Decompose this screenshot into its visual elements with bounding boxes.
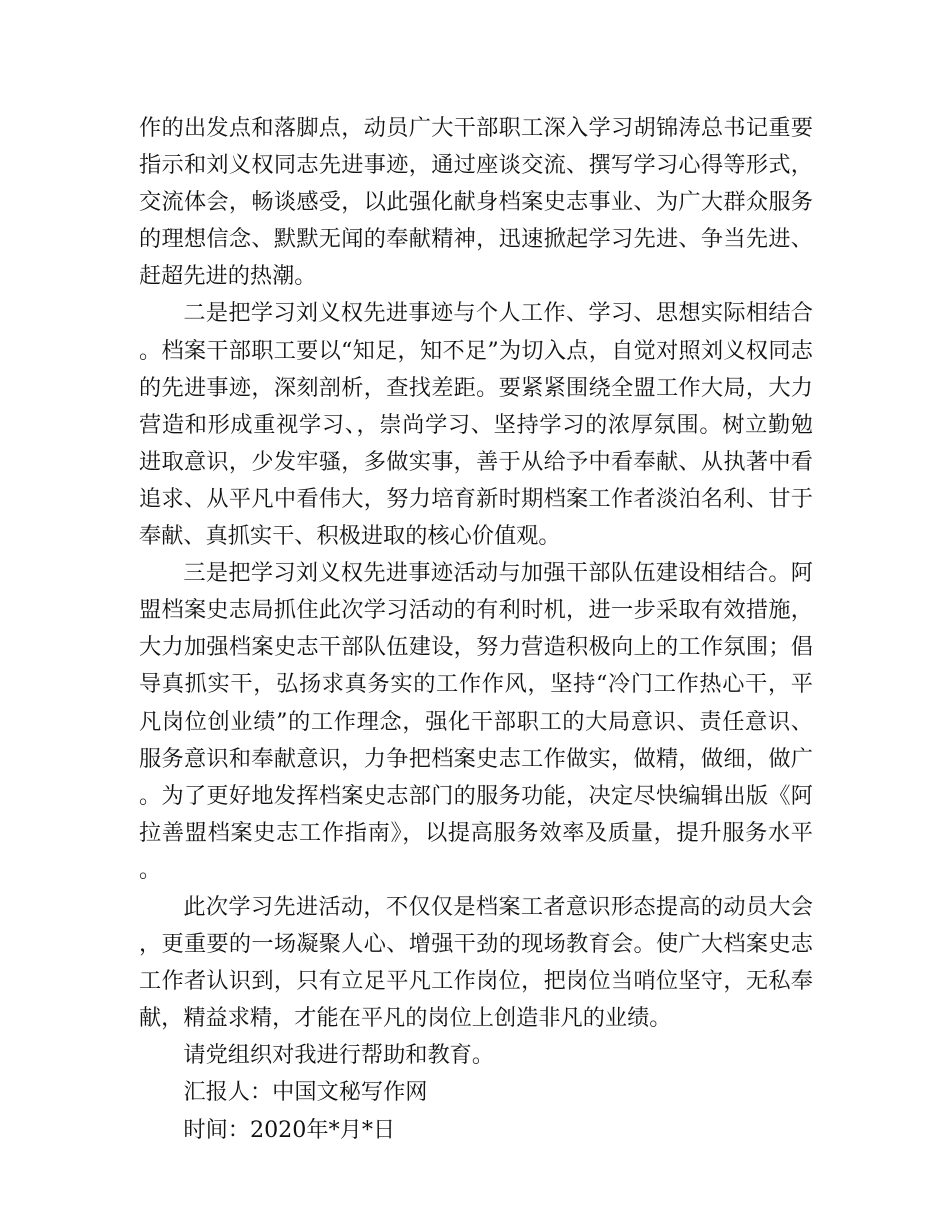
paragraph-conclusion: 此次学习先进活动，不仅仅是档案工者意识形态提高的动员大会，更重要的一场凝聚人心、增强干劲的现场教育会。使广大档案史志工作者认识到，只有立足平凡工作岗位，把岗位当哨位坚守，无私奉献，精益求精，才能在平凡的岗位上创造非凡的业绩。	[139, 893, 813, 1032]
reporter-line: 汇报人：中国文秘写作网	[183, 1079, 428, 1106]
paragraph-point-two: 二是把学习刘义权先进事迹与个人工作、学习、思想实际相结合。档案干部职工要以“知足，知不足”为切入点，自觉对照刘义权同志的先进事迹，深刻剖析，查找差距。要紧紧围绕全盟工作大局，大力营造和形成重视学习、，崇尚学习、坚持学习的浓厚氛围。树立勤勉进取意识，少发牢骚，多做实事，善于从给予中看奉献、从执著中看追求、从平凡中看伟大，努力培育新时期档案工作者淡泊名利、甘于奉献、真抓实干、积极进取的核心价值观。	[139, 300, 813, 550]
document-body	[139, 110, 813, 1149]
paragraph-continuation: 作的出发点和落脚点，动员广大干部职工深入学习胡锦涛总书记重要指示和刘义权同志先进事迹，通过座谈交流、撰写学习心得等形式，交流体会，畅谈感受，以此强化献身档案史志事业、为广大群众服务的理想信念、默默无闻的奉献精神，迅速掀起学习先进、争当先进、赶超先进的热潮。	[139, 115, 813, 290]
paragraph-point-three: 三是把学习刘义权先进事迹活动与加强干部队伍建设相结合。阿盟档案史志局抓住此次学习活动的有利时机，进一步采取有效措施，大力加强档案史志干部队伍建设，努力营造积极向上的工作氛围；倡导真抓实干，弘扬求真务实的工作作风，坚持“冷门工作热心干，平凡岗位创业绩”的工作理念，强化干部职工的大局意识、责任意识、服务意识和奉献意识，力争把档案史志工作做实，做精，做细，做广。为了更好地发挥档案史志部门的服务功能，决定尽快编辑出版《阿拉善盟档案史志工作指南》，以提高服务效率及质量，提升服务水平。	[139, 560, 813, 883]
date-line: 时间：2020年*月*日	[183, 1116, 396, 1143]
paragraph-request: 请党组织对我进行帮助和教育。	[183, 1042, 495, 1069]
